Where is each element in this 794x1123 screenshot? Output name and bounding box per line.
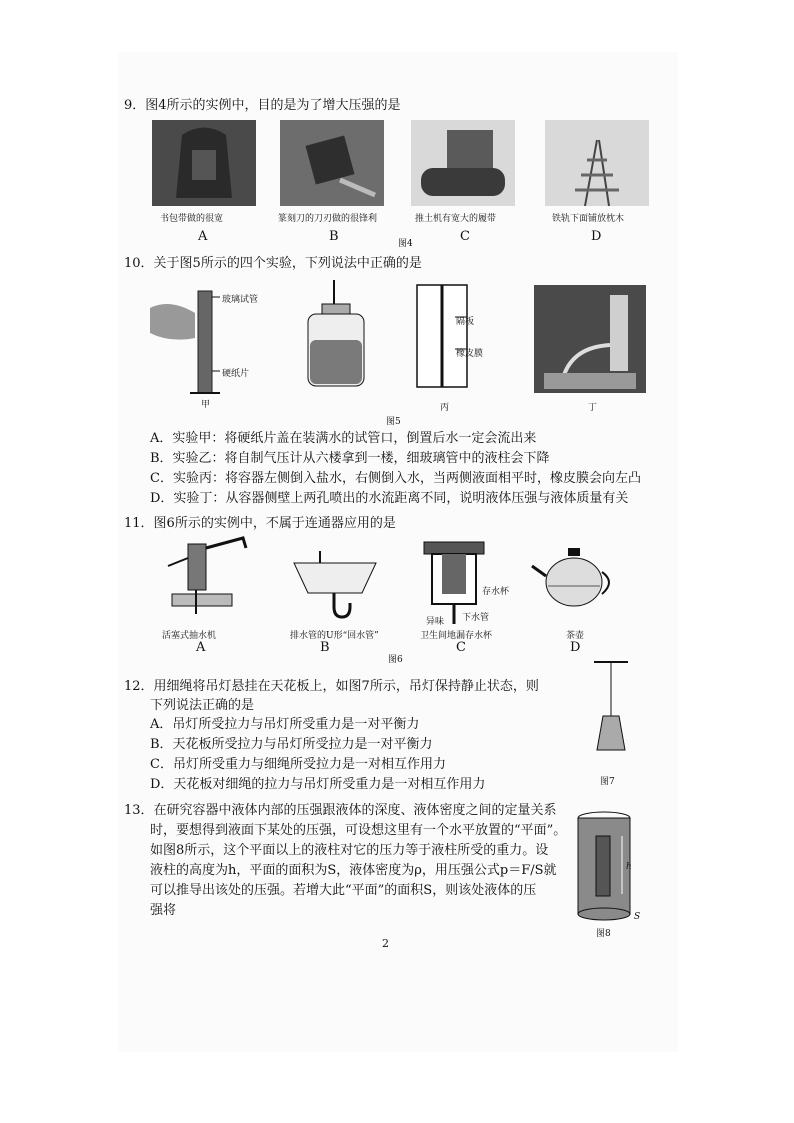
label-membrane: 橡皮膜	[456, 349, 484, 359]
q9-caption-a: 书包带做的很宽	[160, 214, 224, 224]
label-s: S	[634, 912, 641, 922]
q12-option-c: C．吊灯所受重力与细绳所受拉力是一对相互作用力	[150, 757, 446, 772]
q9-caption-d: 铁轨下面铺放枕木	[552, 214, 625, 224]
label-h: h	[626, 862, 632, 872]
q11-caption-d: 茶壶	[566, 631, 585, 641]
barometer-bottle-figure	[302, 280, 372, 390]
q11-letter-c: C	[456, 640, 466, 655]
q11-caption-b: 排水管的U形“回水管”	[290, 631, 379, 641]
q11-letter-a: A	[196, 640, 206, 655]
label-card: 硬纸片	[222, 369, 250, 379]
q12-option-b: B．天花板所受拉力与吊灯所受拉力是一对平衡力	[150, 737, 433, 752]
fig6-label: 图6	[388, 655, 403, 665]
q13-line1: 13．在研究容器中液体内部的压强跟液体的深度、液体密度之间的定量关系	[124, 803, 557, 818]
hanging-lamp-figure	[592, 660, 632, 760]
q13-line2: 时，要想得到液面下某处的压强，可设想这里有一个水平放置的“平面”。	[150, 823, 567, 838]
q9-caption-b: 篆刻刀的刀刃做的很锋利	[278, 214, 378, 224]
label-smell: 异味	[426, 617, 445, 627]
experiment-ding-photo	[534, 285, 646, 393]
q9-letter-a: A	[198, 229, 208, 244]
q9-letter-b: B	[329, 229, 339, 244]
q10-option-b: B．实验乙：将自制气压计从六楼拿到一楼，细玻璃管中的液柱会下降	[150, 451, 550, 466]
q11-caption-c: 卫生间地漏存水杯	[420, 631, 493, 641]
panel-jia: 甲	[201, 400, 211, 410]
q12-option-d: D．天花板对细绳的拉力与吊灯所受重力是一对相互作用力	[150, 777, 486, 792]
q12-stem-line1: 12．用细绳将吊灯悬挂在天花板上，如图7所示，吊灯保持静止状态，则	[124, 679, 539, 694]
q10-option-c: C．实验丙：将容器左侧倒入盐水，右侧倒入水，当两侧液面相平时，橡皮膜会向左凸	[150, 471, 641, 486]
panel-bing: 丙	[440, 403, 450, 413]
q11-letter-d: D	[570, 640, 581, 655]
sink-figure	[290, 545, 380, 625]
q9-caption-c: 推土机有宽大的履带	[415, 214, 497, 224]
q13-line3: 如图8所示，这个平面以上的液柱对它的压力等于液柱所受的重力。设	[150, 843, 549, 858]
q9-letter-c: C	[460, 229, 470, 244]
fig4-label: 图4	[398, 239, 413, 249]
q11-letter-b: B	[320, 640, 330, 655]
label-water-cup: 存水杯	[482, 587, 510, 597]
q13-line6: 强将	[150, 903, 177, 918]
fig8-label: 图8	[596, 929, 611, 939]
q13-line4: 液柱的高度为h，平面的面积为S，液体密度为ρ，用压强公式p＝F/S就	[150, 863, 557, 878]
fig5-label: 图5	[386, 417, 401, 427]
q11-stem: 11．图6所示的实例中，不属于连通器应用的是	[124, 516, 396, 531]
panel-ding: 丁	[588, 403, 598, 413]
fig7-label: 图7	[600, 777, 615, 787]
label-glass-tube: 玻璃试管	[222, 295, 259, 305]
piston-pump-figure	[158, 538, 253, 618]
backpack-image	[152, 120, 256, 206]
page-number: 2	[382, 937, 389, 950]
q12-stem-line2: 下列说法正确的是	[150, 698, 255, 713]
bulldozer-image	[411, 120, 515, 206]
railway-image	[545, 120, 649, 206]
experiment-bing-figure	[415, 283, 475, 393]
q12-option-a: A．吊灯所受拉力与吊灯所受重力是一对平衡力	[150, 717, 420, 732]
label-partition: 隔板	[456, 317, 475, 327]
q9-letter-d: D	[591, 229, 602, 244]
q10-option-d: D．实验丁：从容器侧壁上两孔喷出的水流距离不同，说明液体压强与液体质量有关	[150, 491, 629, 506]
teapot-figure	[532, 542, 614, 612]
q9-stem: 9．图4所示的实例中，目的是为了增大压强的是	[124, 98, 401, 113]
q13-line5: 可以推导出该处的压强。若增大此“平面”的面积S，则该处液体的压	[150, 883, 537, 898]
q11-caption-a: 活塞式抽水机	[162, 631, 217, 641]
q10-option-a: A．实验甲：将硬纸片盖在装满水的试管口，倒置后水一定会流出来	[150, 431, 537, 446]
liquid-column-figure	[574, 810, 644, 922]
carving-knife-image	[280, 120, 384, 206]
q10-stem: 10．关于图5所示的四个实验，下列说法中正确的是	[124, 256, 422, 271]
label-drain-pipe: 下水管	[462, 613, 490, 623]
